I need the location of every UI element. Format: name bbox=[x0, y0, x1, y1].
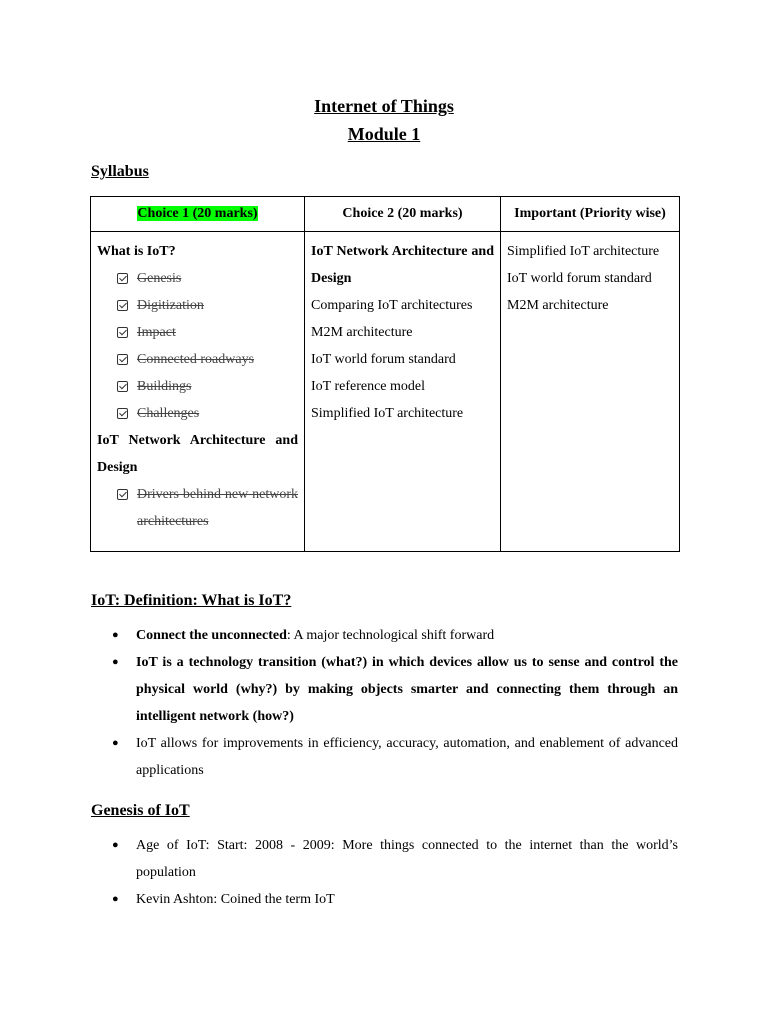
highlighted-header-text: Choice 1 (20 marks) bbox=[137, 206, 258, 221]
checked-box-icon bbox=[117, 381, 128, 392]
priority-item: M2M architecture bbox=[507, 298, 609, 313]
checklist-item-label: Digitization bbox=[137, 298, 204, 313]
genesis-list bbox=[110, 832, 678, 913]
priority-item: IoT world forum standard bbox=[507, 271, 652, 286]
topic-item: IoT reference model bbox=[311, 379, 426, 394]
module-title: Module 1 bbox=[347, 124, 421, 144]
important-cell bbox=[501, 232, 680, 552]
list-item: ● Age of IoT: Start: 2008 - 2009: More things connected to the internet than the world’s population bbox=[110, 832, 678, 886]
checklist-item bbox=[97, 481, 298, 535]
definition-list bbox=[110, 622, 678, 784]
checked-box-icon bbox=[117, 354, 128, 365]
header-choice-2: Choice 2 (20 marks) bbox=[305, 197, 501, 232]
list-item bbox=[110, 622, 678, 649]
checklist-item-label: Impact bbox=[137, 325, 176, 340]
checklist-item-label: Buildings bbox=[137, 379, 192, 394]
checked-box-icon bbox=[117, 408, 128, 419]
checklist-item-label: Connected roadways bbox=[137, 352, 255, 367]
definition-heading: IoT: Definition: What is IoT? bbox=[91, 592, 292, 609]
checklist-item bbox=[97, 265, 298, 292]
priority-item: Simplified IoT architecture bbox=[507, 244, 660, 259]
choice-1-cell bbox=[91, 232, 305, 552]
checked-box-icon bbox=[117, 489, 128, 500]
syllabus-heading: Syllabus bbox=[91, 163, 149, 180]
topic-item: Simplified IoT architecture bbox=[311, 406, 464, 421]
checklist-item bbox=[97, 319, 298, 346]
list-item-text: : A major technological shift forward bbox=[286, 628, 495, 643]
topic-item: M2M architecture bbox=[311, 325, 413, 340]
list-item: ● IoT is a technology transition (what?) in which devices allow us to sense and control the physical world (why?) by making objects smarter and connecting them through an intelligent network (how?) bbox=[110, 649, 678, 730]
topic-item: Comparing IoT architectures bbox=[311, 298, 473, 313]
genesis-heading: Genesis of IoT bbox=[91, 802, 190, 819]
list-item: ● Kevin Ashton: Coined the term IoT bbox=[110, 886, 678, 913]
checklist-item bbox=[97, 400, 298, 427]
section-network-architecture-2: IoT Network Architecture and Design bbox=[311, 244, 494, 286]
checklist-item-label: Genesis bbox=[137, 271, 182, 286]
checklist-item bbox=[97, 346, 298, 373]
checklist-item bbox=[97, 292, 298, 319]
table-body-row bbox=[91, 232, 680, 552]
topic-item: IoT world forum standard bbox=[311, 352, 456, 367]
syllabus-table bbox=[90, 196, 680, 552]
choice-2-cell bbox=[305, 232, 501, 552]
table-header-row bbox=[91, 197, 680, 232]
checked-box-icon bbox=[117, 327, 128, 338]
checked-box-icon bbox=[117, 300, 128, 311]
checklist-item-label: Drivers behind new network architectures bbox=[137, 487, 298, 529]
list-item: ● IoT allows for improvements in efficiency, accuracy, automation, and enablement of advanced applications bbox=[110, 730, 678, 784]
checklist-item-label: Challenges bbox=[137, 406, 200, 421]
header-important: Important (Priority wise) bbox=[501, 197, 680, 232]
section-what-is-iot: What is IoT? bbox=[97, 244, 176, 259]
section-network-architecture: IoT Network Architecture and Design bbox=[97, 433, 298, 475]
checklist-item bbox=[97, 373, 298, 400]
document-title: Internet of Things bbox=[314, 96, 454, 116]
header-choice-1 bbox=[91, 197, 305, 232]
emphasis-text: Connect the unconnected bbox=[136, 628, 287, 643]
checked-box-icon bbox=[117, 273, 128, 284]
